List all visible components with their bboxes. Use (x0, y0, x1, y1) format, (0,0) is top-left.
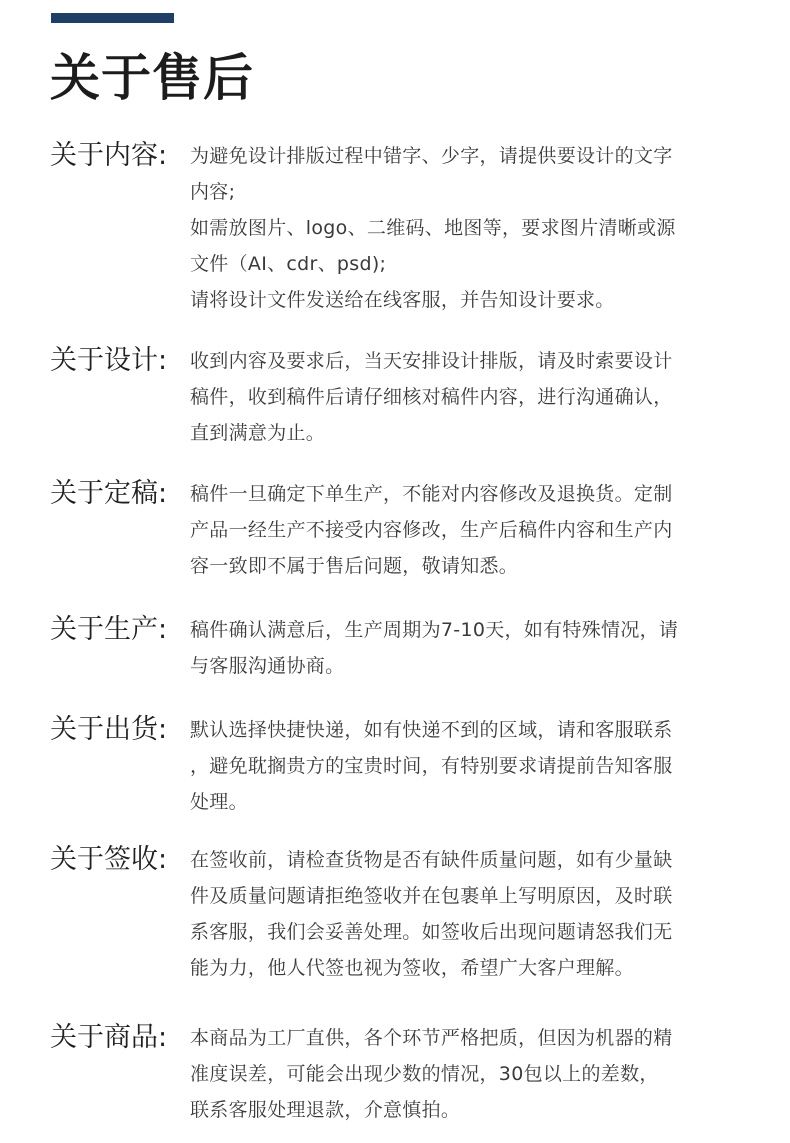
title-accent-bar (51, 13, 174, 23)
section-label: 关于签收: (50, 844, 168, 875)
section-body (190, 842, 735, 986)
section-label: 关于商品: (50, 1022, 168, 1053)
section-text-line: 稿件确认满意后，生产周期为7-10天，如有特殊情况，请 (190, 619, 679, 641)
page-title: 关于售后 (50, 49, 254, 107)
section-text-line: ，避免耽搁贵方的宝贵时间，有特别要求请提前告知客服 (190, 755, 673, 777)
section-body (190, 138, 735, 318)
section-text-line: 联系客服处理退款，介意慎拍。 (190, 1099, 461, 1121)
section-body (190, 1020, 735, 1128)
section-text-line: 内容; (190, 181, 236, 203)
section-label: 关于定稿: (50, 478, 168, 509)
section-text-line: 为避免设计排版过程中错字、少字，请提供要设计的文字 (190, 145, 673, 167)
section-text-line: 文件（AI、cdr、psd); (190, 253, 387, 275)
section-text-line: 与客服沟通协商。 (190, 655, 345, 677)
section-text-line: 产品一经生产不接受内容修改，生产后稿件内容和生产内 (190, 519, 673, 541)
section-text-line: 默认选择快捷快递，如有快递不到的区域，请和客服联系 (190, 719, 673, 741)
section-label: 关于设计: (50, 345, 168, 376)
section-text-line: 处理。 (190, 791, 248, 813)
section-text-line: 收到内容及要求后，当天安排设计排版，请及时索要设计 (190, 350, 673, 372)
section-text-line: 请将设计文件发送给在线客服，并告知设计要求。 (190, 289, 615, 311)
section-body (190, 476, 735, 584)
section-text-line: 系客服，我们会妥善处理。如签收后出现问题请怒我们无 (190, 921, 673, 943)
section-body (190, 343, 735, 451)
section-text-line: 容一致即不属于售后问题，敬请知悉。 (190, 555, 519, 577)
section-body (190, 712, 735, 820)
section-label: 关于内容: (50, 140, 168, 171)
section-text-line: 直到满意为止。 (190, 422, 326, 444)
section-label: 关于出货: (50, 714, 168, 745)
section-text-line: 稿件，收到稿件后请仔细核对稿件内容，进行沟通确认， (190, 386, 673, 408)
section-label: 关于生产: (50, 614, 168, 645)
section-text-line: 在签收前，请检查货物是否有缺件质量问题，如有少量缺 (190, 849, 673, 871)
section-text-line: 本商品为工厂直供，各个环节严格把质，但因为机器的精 (190, 1027, 673, 1049)
section-text-line: 准度误差，可能会出现少数的情况，30包以上的差数， (190, 1063, 659, 1085)
section-text-line: 如需放图片、logo、二维码、地图等，要求图片清晰或源 (190, 217, 676, 239)
section-text-line: 能为力，他人代签也视为签收，希望广大客户理解。 (190, 957, 634, 979)
section-body (190, 612, 735, 684)
section-text-line: 件及质量问题请拒绝签收并在包裹单上写明原因，及时联 (190, 885, 673, 907)
section-text-line: 稿件一旦确定下单生产，不能对内容修改及退换货。定制 (190, 483, 673, 505)
